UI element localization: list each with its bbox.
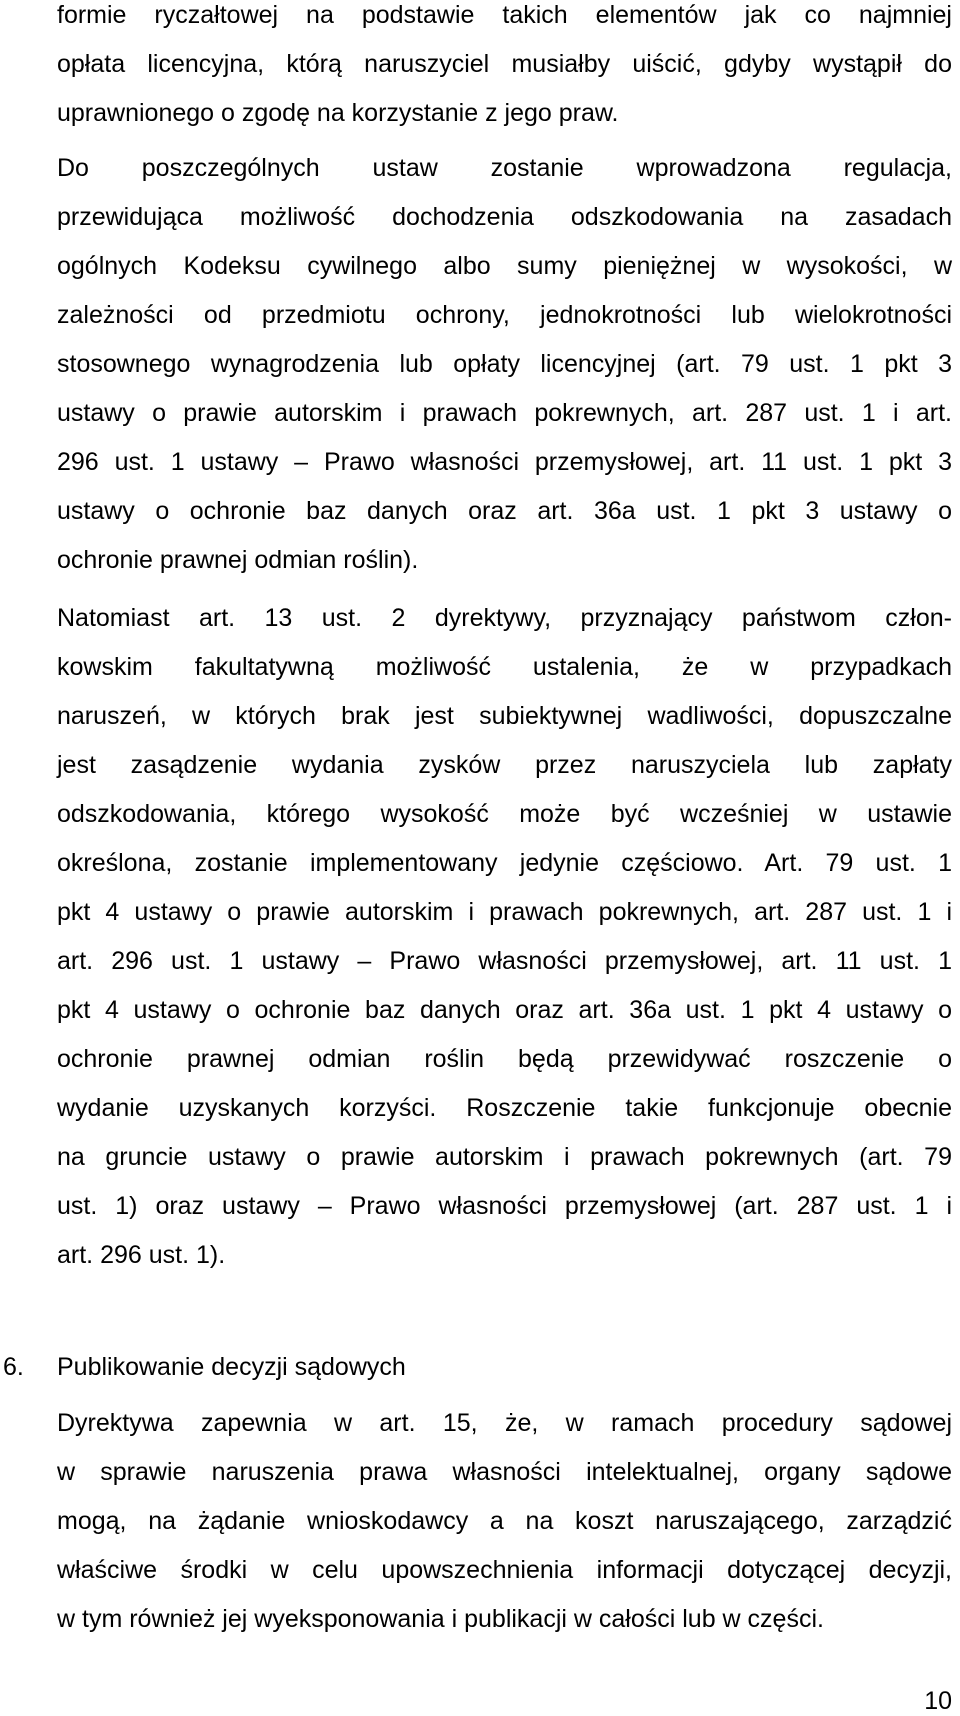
paragraph-4-line: właściwe środki w celu upowszechnienia informacji dotyczącej decyzji, <box>57 1556 952 1584</box>
section-heading: Publikowanie decyzji sądowych <box>57 1353 406 1381</box>
paragraph-3-line: pkt 4 ustawy o ochronie baz danych oraz art. 36a ust. 1 pkt 4 ustawy o <box>57 996 952 1024</box>
paragraph-3-line: ust. 1) oraz ustawy – Prawo własności przemysłowej (art. 287 ust. 1 i <box>57 1192 952 1220</box>
paragraph-1-line: uprawnionego o zgodę na korzystanie z jego praw. <box>57 99 619 127</box>
paragraph-3-line: wydanie uzyskanych korzyści. Roszczenie takie funkcjonuje obecnie <box>57 1094 952 1122</box>
paragraph-2-line: przewidująca możliwość dochodzenia odszkodowania na zasadach <box>57 203 952 231</box>
paragraph-1-line: opłata licencyjna, którą naruszyciel musiałby uiścić, gdyby wystąpił do <box>57 50 952 78</box>
paragraph-3-line: Natomiast art. 13 ust. 2 dyrektywy, przyznający państwom człon- <box>57 604 952 632</box>
page-number: 10 <box>924 1687 952 1715</box>
paragraph-2-line: ustawy o prawie autorskim i prawach pokrewnych, art. 287 ust. 1 i art. <box>57 399 952 427</box>
paragraph-3-line: jest zasądzenie wydania zysków przez naruszyciela lub zapłaty <box>57 751 952 779</box>
paragraph-4-line: Dyrektywa zapewnia w art. 15, że, w ramach procedury sądowej <box>57 1409 952 1437</box>
paragraph-3-line: pkt 4 ustawy o prawie autorskim i prawach pokrewnych, art. 287 ust. 1 i <box>57 898 952 926</box>
paragraph-3-line: art. 296 ust. 1 ustawy – Prawo własności przemysłowej, art. 11 ust. 1 <box>57 947 952 975</box>
section-number: 6. <box>3 1353 24 1381</box>
paragraph-3-line: art. 296 ust. 1). <box>57 1241 226 1269</box>
paragraph-4-line: mogą, na żądanie wnioskodawcy a na koszt naruszającego, zarządzić <box>57 1507 952 1535</box>
paragraph-2-line: ogólnych Kodeksu cywilnego albo sumy pieniężnej w wysokości, w <box>57 252 952 280</box>
paragraph-1-line: formie ryczałtowej na podstawie takich elementów jak co najmniej <box>57 1 952 29</box>
paragraph-2-line: zależności od przedmiotu ochrony, jednokrotności lub wielokrotności <box>57 301 952 329</box>
paragraph-4-line: w sprawie naruszenia prawa własności intelektualnej, organy sądowe <box>57 1458 952 1486</box>
paragraph-3-line: na gruncie ustawy o prawie autorskim i prawach pokrewnych (art. 79 <box>57 1143 952 1171</box>
paragraph-3-line: odszkodowania, którego wysokość może być wcześniej w ustawie <box>57 800 952 828</box>
paragraph-3-line: naruszeń, w których brak jest subiektywnej wadliwości, dopuszczalne <box>57 702 952 730</box>
paragraph-3-line: ochronie prawnej odmian roślin będą przewidywać roszczenie o <box>57 1045 952 1073</box>
paragraph-2-line: stosownego wynagrodzenia lub opłaty licencyjnej (art. 79 ust. 1 pkt 3 <box>57 350 952 378</box>
paragraph-2-line: Do poszczególnych ustaw zostanie wprowadzona regulacja, <box>57 154 952 182</box>
paragraph-4-line: w tym również jej wyeksponowania i publikacji w całości lub w części. <box>57 1605 824 1633</box>
paragraph-3-line: określona, zostanie implementowany jedynie częściowo. Art. 79 ust. 1 <box>57 849 952 877</box>
paragraph-2-line: 296 ust. 1 ustawy – Prawo własności przemysłowej, art. 11 ust. 1 pkt 3 <box>57 448 952 476</box>
paragraph-2-line: ochronie prawnej odmian roślin). <box>57 546 419 574</box>
paragraph-3-line: kowskim fakultatywną możliwość ustalenia, że w przypadkach <box>57 653 952 681</box>
paragraph-2-line: ustawy o ochronie baz danych oraz art. 36a ust. 1 pkt 3 ustawy o <box>57 497 952 525</box>
